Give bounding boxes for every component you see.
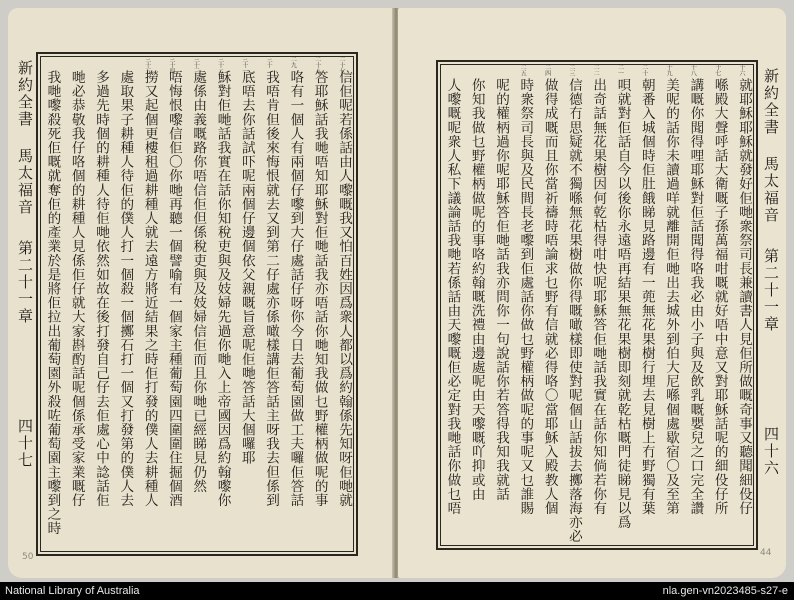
text-line: 唄就對佢話自今以後你永遠唔再結果無花果樹即刻就乾枯嘅門徒睇見以爲	[614, 78, 631, 530]
text-line: 咯有一個人有兩個仔嚟到大仔處話仔呀你今日去葡萄園做工夫囉佢答話	[287, 70, 304, 508]
text-line: 處係由義嘅路你唔信佢但係稅吏與及妓婦信佢而且你哋已經睇見仍然	[190, 70, 207, 493]
verse-number: 三十二	[216, 56, 224, 74]
text-line: 人嚟嘅呢衆人私下議論話我哋若係話由天嚟嘅佢必定對我哋話你做乜唔	[444, 78, 461, 516]
text-line: 呢的權柄過你呢耶穌答佢哋話我亦問你一句說話你若答得我知我就話	[493, 78, 510, 501]
text-line: 你知我做乜野權柄做呢的事咯約翰嘅洗禮由邊處呢由天嚟嘅吖抑或由	[468, 78, 485, 501]
text-line: 撈又起個更樓租過耕種人就去遠方將近結果之時佢打發的僕人去耕種人	[141, 70, 158, 508]
right-book-name: 馬太福音	[762, 156, 780, 224]
right-page-stamp: 44	[760, 548, 772, 558]
text-line: 做得成嘅而且你當祈禱時唔論求乜野有信就必得咯〇當耶穌入殿教人個	[541, 78, 558, 516]
verse-number: 十六	[738, 64, 745, 76]
text-line: 喺殿大聲呼話大衛嘅子孫萬福咁嘅就好唔中意又對耶穌話呢的細伇仔所	[711, 78, 728, 516]
verse-number: 二十	[640, 64, 648, 76]
right-page-number: 四十六	[762, 426, 780, 477]
verse-number: 十七	[713, 64, 721, 76]
footer-identifier: nla.gen-vn2023485-s27-e	[662, 585, 788, 597]
text-line: 時衆祭司長與及民間長老嚟到佢處話你做乜野權柄做呢的事呢又乜誰賜	[517, 78, 534, 516]
verse-number: 二十八	[313, 56, 321, 74]
text-line: 出奇話無花果樹因何乾枯得咁快呢耶穌答佢哋話我實在話你知倘若你有	[590, 78, 607, 516]
right-text-frame	[436, 60, 758, 550]
left-page-text	[42, 70, 356, 550]
verse-number: 二五	[519, 64, 527, 76]
text-line: 講嘅你聞得哩耶穌對佢話聞得咯我必由小子與及飲乳嘅嬰兒之口完全讚	[687, 78, 704, 516]
verse-number: 二十七	[338, 56, 345, 74]
right-page	[398, 8, 786, 578]
verse-number: 三十	[265, 56, 273, 68]
left-book-name: 馬太福音	[16, 148, 34, 216]
text-line: 我哋嚟殺死佢嘅就奪佢的產業於是將佢拉出葡萄園外殺咗葡萄園主嚟到之時	[44, 70, 61, 536]
verse-number: 十九	[665, 64, 673, 76]
text-line: 答耶穌話我哋唔知耶穌對佢哋話我亦唔話你哋知我做乜野權柄做呢的事	[311, 70, 328, 508]
verse-number: 十八	[689, 64, 697, 76]
text-line: 信佢呢若係話由人嚟嘅我又怕百姓因爲衆人都以爲約翰係先知呀佢哋就	[336, 70, 352, 508]
verse-number: 二二	[592, 64, 600, 76]
verse-number: 三十四	[167, 56, 175, 74]
text-line: 我唔肯但後來悔恨就去又到第二仔處亦係噉樣講佢答話主呀我去但係到	[263, 70, 280, 508]
text-line: 多過先時個的耕種人待佢哋依然如故在後打發自己仔去佢處心中諗話佢	[93, 70, 110, 508]
left-page-number: 四十七	[16, 418, 34, 469]
text-line: 信德冇思疑就不獨喺無花果樹做你得嘅噉樣即使對呢個山話拔去擲落海亦必	[565, 78, 582, 544]
verse-number: 二三	[567, 64, 575, 76]
left-text-frame	[36, 52, 358, 556]
verse-number: 二一	[616, 64, 624, 76]
footer-bar	[0, 582, 794, 600]
right-chapter: 第二十一章	[762, 248, 780, 333]
text-line: 唔悔恨嚟信佢〇你哋再聽一個譬喻有一個家主種葡萄園四圍圍住掘個酒	[165, 70, 182, 508]
left-chapter: 第二十一章	[16, 240, 34, 325]
text-line: 哋必恭敬我仔咯個的耕種人見係佢仔就大家斟酌話呢個係承受家業嘅仔	[68, 70, 85, 508]
text-line: 穌對佢哋話我實在話你知稅吏與及妓婦先過你哋入上帝國因爲約翰嚟你	[214, 70, 231, 508]
right-page-text	[442, 78, 756, 544]
verse-number: 二四	[543, 64, 551, 76]
library-stamp: 50	[22, 552, 34, 562]
verse-number: 二九	[289, 56, 297, 68]
text-line: 就耶穌耶穌就發好佢哋衆祭司長兼讀書人見佢所做嘅奇事又聽聞細伇仔	[736, 78, 752, 516]
footer-institution: National Library of Australia	[5, 585, 140, 597]
verse-number: 三十五	[143, 56, 151, 74]
text-line: 美呢的話你未讀過咩就離開佢哋出去城外到伯大尼喺個處歇宿〇及至第	[663, 78, 680, 516]
text-line: 底唔去你話試吓呢兩個仔邊個依父親嘅旨意呢佢哋答話大個囉耶	[238, 70, 255, 465]
text-line: 處取果子耕種人待佢的僕人打一個殺一個擲石打一個又打發第的僕人去	[117, 70, 134, 508]
left-page	[8, 8, 394, 578]
verse-number: 三十三	[192, 56, 200, 74]
verse-number: 三十一	[240, 56, 248, 74]
right-running-title: 新約全書	[762, 68, 780, 136]
text-line: 朝番入城個時佢肚餓睇見路邊有一蔸無花果樹行埋去見樹上冇野獨有葉	[638, 78, 655, 516]
left-running-title: 新約全書	[16, 60, 34, 128]
